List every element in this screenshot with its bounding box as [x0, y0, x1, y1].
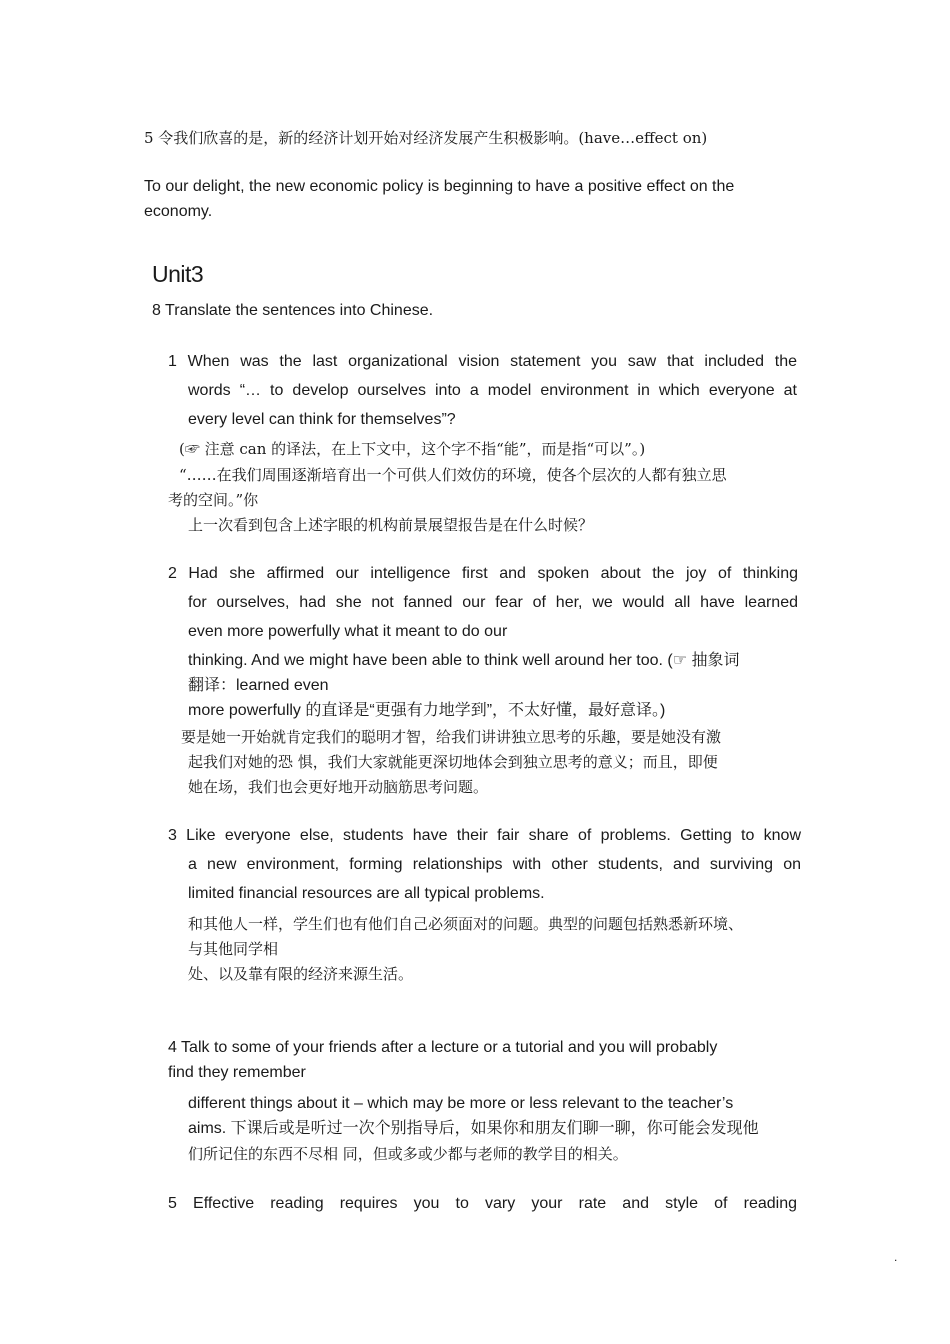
item-2-line-3: even more powerfully what it meant to do our: [188, 623, 508, 640]
item-3-line-1: 3 Like everyone else, students have their fair share of problems. Getting to know: [168, 827, 801, 844]
item-3-translation-line-3: 处、以及靠有限的经济来源生活。: [188, 965, 414, 983]
item-3-translation-line-1: 和其他人一样，学生们也有他们自己必须面对的问题。典型的问题包括熟悉新环境、: [188, 915, 744, 933]
item-2-line-5: 翻译：learned even: [188, 677, 329, 694]
item-3-line-3: limited financial resources are all typical problems.: [188, 885, 545, 902]
item-1-translation-line-3: 上一次看到包含上述字眼的机构前景展望报告是在什么时候？: [188, 516, 594, 534]
item-2-line-6: more powerfully 的直译是“更强有力地学到”，不太好懂，最好意译。): [188, 702, 666, 719]
sentence-5-chinese: 5 令我们欣喜的是，新的经济计划开始对经济发展产生积极影响。(have…effect on): [144, 129, 708, 147]
item-1-line-3: every level can think for themselves”?: [188, 411, 456, 428]
item-5-line-1: 5 Effective reading requires you to vary your rate and style of reading: [168, 1195, 797, 1212]
item-2-translation-line-1: 要是她一开始就肯定我们的聪明才智，给我们讲讲独立思考的乐趣，要是她没有激: [181, 728, 722, 746]
item-4-line-5: 们所记住的东西不尽相 同，但或多或少都与老师的教学目的相关。: [188, 1145, 628, 1163]
item-4-line-1: 4 Talk to some of your friends after a lecture or a tutorial and you will probably: [168, 1039, 718, 1056]
item-2-line-1: 2 Had she affirmed our intelligence first and spoken about the joy of thinking: [168, 565, 798, 582]
exercise-title: 8 Translate the sentences into Chinese.: [152, 302, 434, 319]
item-1-line-2: words “… to develop ourselves into a model environment in which everyone at: [188, 382, 797, 399]
item-1-translation-line-2: 考的空间。”你: [168, 491, 259, 509]
item-2-translation-line-3: 她在场，我们也会更好地开动脑筋思考问题。: [188, 778, 489, 796]
item-1-note: (☞ 注意 can 的译法，在上下文中，这个字不指“能”，而是指“可以”。): [179, 440, 646, 458]
item-1-translation-line-1: “……在我们周围逐渐培育出一个可供人们效仿的环境，使各个层次的人都有独立思: [179, 466, 727, 484]
item-4-line-2: find they remember: [168, 1064, 306, 1081]
item-2-line-4: thinking. And we might have been able to think well around her too. (☞ 抽象词: [188, 652, 740, 669]
unit-title: Unit3: [152, 261, 204, 287]
item-2-line-2: for ourselves, had she not fanned our fear of her, we would all have learned: [188, 594, 798, 611]
item-2-translation-line-2: 起我们对她的恐 惧，我们大家就能更深切地体会到独立思考的意义；而且，即便: [188, 753, 718, 771]
item-1-line-1: 1 When was the last organizational vision statement you saw that included the: [168, 353, 797, 370]
sentence-5-english-line-2: economy.: [144, 203, 213, 220]
item-3-translation-line-2: 与其他同学相: [188, 940, 279, 958]
item-3-line-2: a new environment, forming relationships with other students, and surviving on: [188, 856, 801, 873]
item-4-line-3: different things about it – which may be more or less relevant to the teacher’s: [188, 1095, 734, 1112]
footer-mark: .: [894, 1250, 898, 1264]
sentence-5-english-line-1: To our delight, the new economic policy is beginning to have a positive effect on the: [144, 178, 735, 195]
item-4-line-4: aims. 下课后或是听过一次个别指导后，如果你和朋友们聊一聊，你可能会发现他: [188, 1120, 759, 1137]
